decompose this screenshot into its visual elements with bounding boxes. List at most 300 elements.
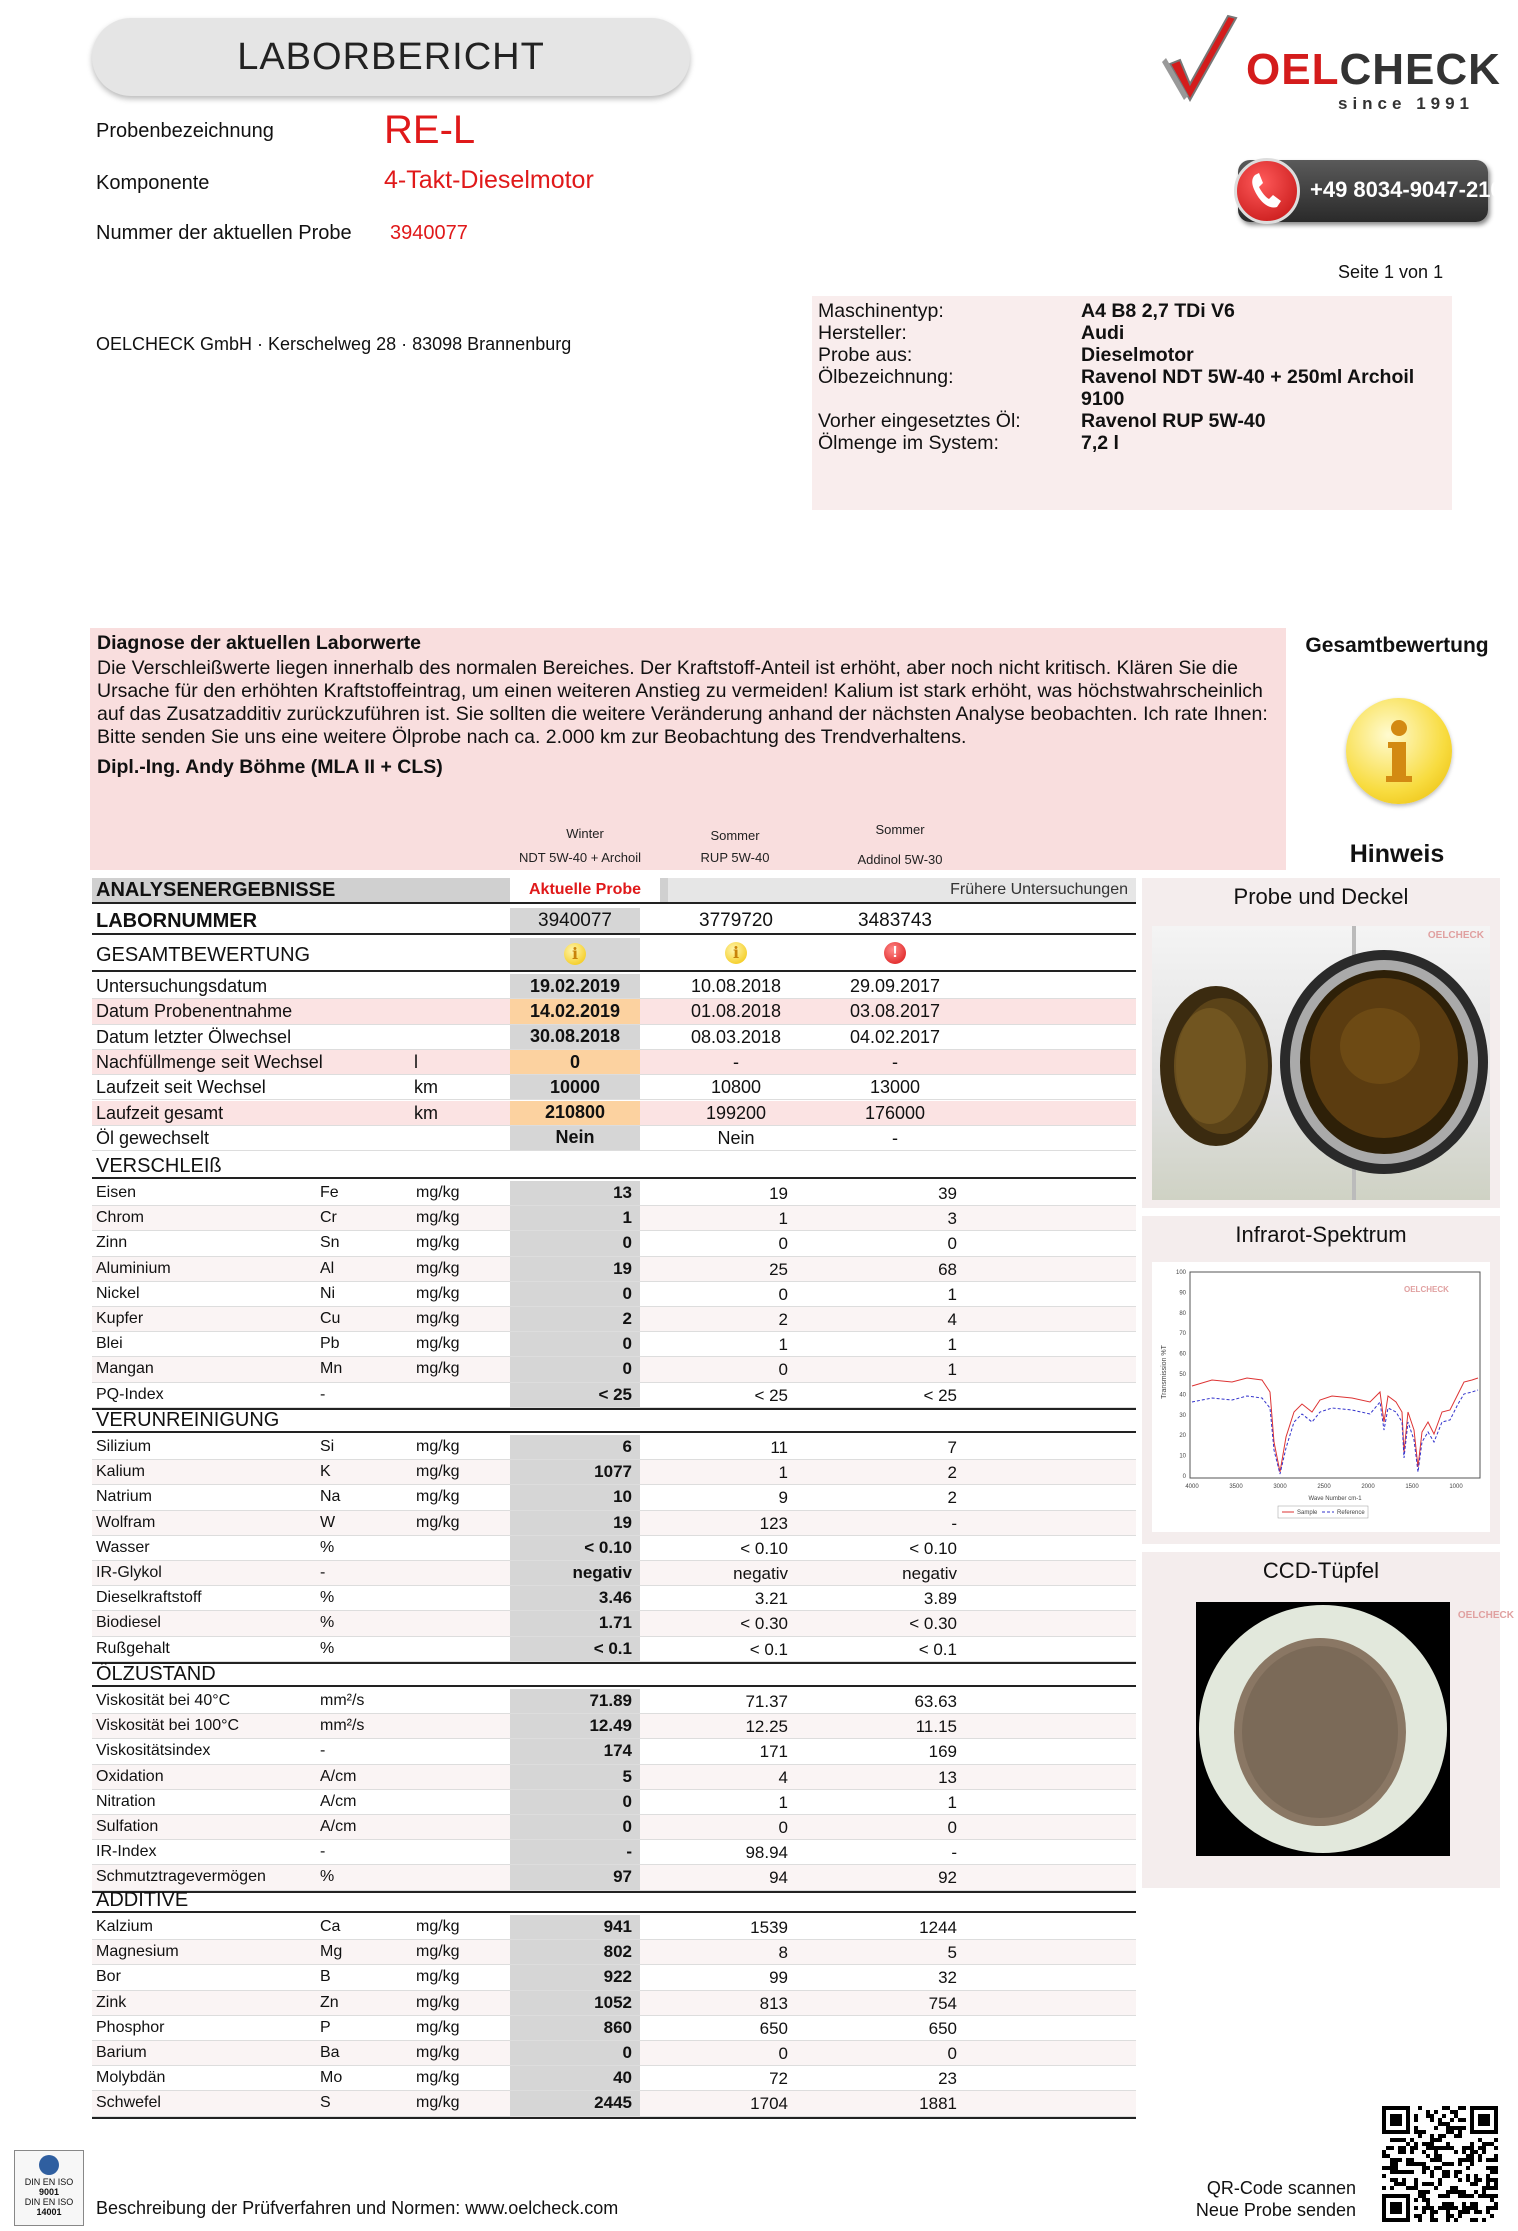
row-label: Laufzeit gesamt [96,1102,224,1123]
analysis-title: ANALYSENERGEBNISSE [96,879,336,901]
row-symbol: Ni [320,1284,336,1302]
warning-icon: ! [884,942,906,964]
row-unit: km [414,1102,438,1123]
section-header [92,1888,1136,1913]
value-current: 14.02.2019 [510,999,640,1023]
ir-ytick: 50 [1179,1372,1186,1378]
analysis-row [92,1790,1136,1815]
general-row [92,1025,1136,1050]
value-current: negativ [510,1561,640,1585]
ir-ytick: 30 [1179,1412,1186,1419]
row-symbol: % [320,1868,335,1886]
row-unit: mg/kg [416,2069,460,2087]
ir-xtick: 3000 [1273,1484,1287,1490]
analysis-row [92,1637,1136,1662]
oelcheck-logo [1160,14,1500,114]
ir-xtick: 3500 [1229,1484,1243,1490]
ir-legend-sample: Sample [1297,1510,1318,1516]
value-prev-2: 0 [947,2044,957,2063]
row-symbol: Ba [320,2044,340,2061]
machine-info-row [818,410,1441,432]
row-label: Kalium [96,1463,145,1481]
row-symbol: B [320,1968,331,1986]
info-icon: i [564,943,586,965]
machine-info-key: Maschinentyp: [818,300,944,322]
diagnosis-author: Dipl.-Ing. Andy Böhme (MLA II + CLS) [97,756,443,778]
machine-info-row [818,344,1441,366]
value-prev-2: 29.09.2017 [849,976,941,996]
general-row [92,999,1136,1024]
value-current: 0 [510,1815,640,1839]
value-current: 802 [510,1940,640,1964]
row-label: Blei [96,1335,123,1353]
row-symbol: P [320,2018,331,2036]
value-prev-2: 7 [947,1438,957,1457]
analysis-row [92,1231,1136,1256]
value-current: 10000 [510,1075,640,1099]
row-symbol: % [320,1589,335,1607]
analysis-row [92,1940,1136,1965]
phone-badge[interactable] [1238,160,1503,222]
value-prev-1: 1539 [750,1918,788,1937]
row-symbol: Mg [320,1943,343,1961]
value-current: 3.46 [510,1586,640,1610]
section-header [92,1154,1136,1179]
value-current: 13 [510,1181,640,1205]
row-unit: mg/kg [416,1360,460,1378]
value-current: Nein [510,1126,640,1150]
row-label: Nickel [96,1284,140,1302]
analysis-row [92,1485,1136,1510]
machine-info-row [818,366,1441,410]
row-symbol: Al [320,1259,335,1277]
value-prev-1: 650 [759,2018,788,2038]
value-prev-1: 4 [778,1767,788,1787]
value-prev-2: 3.89 [923,1589,957,1609]
row-symbol: Na [320,1488,341,1506]
value-prev-2: 0 [947,1234,957,1254]
col-a-oil: NDT 5W-40 + Archoil [519,850,641,865]
cert-line: DIN EN ISO [24,2177,74,2187]
section-header [92,1408,1136,1433]
value-current: < 25 [510,1383,640,1407]
value-prev-1: 2 [778,1310,788,1329]
value-prev-1: 9 [778,1488,788,1508]
probe-value: RE-L [384,108,476,152]
row-unit: mg/kg [416,1513,460,1531]
ir-ytick: 10 [1179,1453,1186,1460]
row-label: IR-Glykol [96,1564,162,1581]
value-prev-1: 08.03.2018 [690,1026,782,1047]
value-prev-1: < 0.1 [749,1639,788,1659]
value-prev-1: 12.25 [745,1717,788,1737]
row-symbol: Fe [320,1184,339,1201]
row-label: Schwefel [96,2094,161,2112]
gesamtbewertung-row [92,938,1136,972]
value-prev-2: 13000 [869,1077,921,1098]
value-prev-1: 19 [769,1184,788,1203]
row-label: Wolfram [96,1513,156,1531]
row-label: Chrom [96,1209,145,1227]
analysis-row [92,1536,1136,1561]
ir-ytick: 40 [1179,1392,1186,1399]
analysis-row [92,1689,1136,1714]
row-symbol: % [320,1614,335,1632]
value-prev-1: 1 [778,1792,788,1812]
value-prev-2: 0 [947,1818,957,1837]
value-current: 97 [510,1865,640,1889]
row-symbol: - [320,1843,326,1861]
value-prev-1: 171 [759,1742,788,1762]
logo-text-check: CHECK [1339,45,1501,94]
komponente-label: Komponente [96,172,210,194]
value-prev-1: 99 [769,1968,788,1988]
col-a-season: Winter [566,826,604,841]
row-label: Kupfer [96,1310,144,1327]
row-label: Viskosität bei 100°C [96,1717,240,1735]
value-current: 2445 [510,2091,640,2115]
ir-xtick: 4000 [1185,1484,1199,1490]
value-prev-2: 1244 [919,1918,957,1937]
analysis-row [92,1611,1136,1636]
value-prev-1: 123 [759,1513,788,1533]
value-prev-2: < 0.30 [909,1614,957,1634]
row-label: Biodiesel [96,1614,161,1632]
probe-panel-title: Probe und Deckel [1233,884,1409,909]
cert-line: DIN EN ISO [24,2197,74,2207]
value-prev-2: 32 [938,1968,957,1988]
machine-info-value: Dieselmotor [1081,344,1194,366]
section-divider [92,2117,1136,2119]
ir-panel-title: Infrarot-Spektrum [1235,1222,1407,1247]
row-label: Untersuchungsdatum [96,976,268,996]
value-prev-1: 71.37 [745,1692,788,1711]
value-current: 0 [510,2041,640,2065]
row-label: Sulfation [96,1818,159,1835]
row-unit: km [414,1077,438,1098]
row-label: Barium [96,2044,147,2061]
row-label: Rußgehalt [96,1639,170,1657]
value-prev-2: 2 [947,1488,957,1508]
lab-c: 3483743 [858,910,932,931]
value-prev-1: 94 [769,1868,788,1888]
row-label: Datum Probenentnahme [96,1001,293,1022]
qr-caption-2: Neue Probe senden [1195,2200,1356,2220]
value-prev-1: < 25 [754,1385,788,1405]
value-prev-2: 04.02.2017 [849,1026,941,1047]
value-prev-2: 1 [947,1284,957,1304]
analysis-row [92,1206,1136,1231]
general-row [92,1050,1136,1075]
value-prev-1: 72 [769,2069,788,2089]
ir-panel [1142,1216,1500,1544]
analysis-row [92,1181,1136,1206]
nummer-label: Nummer der aktuellen Probe [96,222,352,244]
row-label: Bor [96,1968,121,1986]
value-current: 2 [510,1307,640,1331]
row-symbol: S [320,2094,331,2112]
analysis-row [92,1257,1136,1282]
qr-code[interactable] [1382,2106,1498,2222]
value-prev-1: 813 [759,1993,788,2013]
analysis-row [92,1357,1136,1382]
ir-ytick: 0 [1182,1474,1186,1480]
row-unit: mg/kg [416,2044,460,2061]
value-prev-1: 11 [770,1438,788,1457]
analysis-row [92,1865,1136,1890]
row-unit: mg/kg [416,1488,460,1506]
row-label: IR-Index [96,1843,157,1861]
section-title: ÖLZUSTAND [96,1663,216,1685]
value-prev-2: 4 [947,1310,957,1329]
machine-info-key: Vorher eingesetztes Öl: [818,410,1021,432]
ir-ytick: 90 [1179,1290,1186,1297]
value-prev-2: - [951,1843,957,1863]
ir-ytick: 20 [1179,1433,1186,1440]
row-symbol: A/cm [320,1767,357,1785]
row-unit: l [414,1051,418,1072]
analysis-row [92,1765,1136,1790]
value-prev-1: 199200 [705,1102,767,1123]
watermark: OELCHECK [1427,930,1484,941]
value-prev-2: < 25 [923,1385,957,1405]
probe-panel [1142,878,1500,1208]
col-b-season: Sommer [710,828,760,843]
analysis-row [92,1332,1136,1357]
page-number: Seite 1 von 1 [1338,262,1444,282]
value-current: 0 [510,1357,640,1381]
ir-legend-reference: Reference [1337,1510,1365,1516]
value-current: 19 [510,1257,640,1281]
row-symbol: Ca [320,1918,341,1935]
value-prev-2: 23 [938,2069,957,2089]
machine-info-key: Probe aus: [818,344,913,366]
value-prev-2: 176000 [864,1102,926,1123]
row-label: Zinn [96,1234,128,1252]
row-label: Magnesium [96,1943,179,1961]
value-current: 40 [510,2066,640,2090]
row-label: Nitration [96,1792,156,1810]
row-label: Aluminium [96,1259,171,1277]
value-prev-2: < 0.1 [918,1639,957,1659]
machine-info-box [812,296,1452,510]
logo-text-oel: OEL [1246,45,1340,94]
row-unit: mg/kg [416,2094,460,2112]
ccd-panel [1142,1552,1514,1888]
value-prev-1: 1704 [750,2094,788,2114]
row-label: Laufzeit seit Wechsel [96,1077,266,1098]
row-unit: mg/kg [416,2018,460,2036]
row-label: Nachfüllmenge seit Wechsel [96,1051,323,1072]
row-label: Silizium [96,1438,152,1455]
row-unit: mg/kg [416,1310,460,1327]
analysis-row [92,2041,1136,2066]
row-symbol: A/cm [320,1818,357,1835]
ccd-spot-image [1196,1602,1514,1856]
row-symbol: Pb [320,1335,340,1353]
diagnosis-title: Diagnose der aktuellen Laborwerte [97,632,422,654]
analysis-row [92,1991,1136,2016]
ir-xlabel: Wave Number cm-1 [1308,1496,1362,1502]
nummer-value: 3940077 [390,222,468,244]
row-label: PQ-Index [96,1385,164,1403]
row-symbol: Zn [320,1993,339,2011]
row-unit: mg/kg [416,1438,460,1455]
analysis-row [92,1915,1136,1940]
footer-text: Beschreibung der Prüfverfahren und Normen: www.oelcheck.com [96,2198,619,2218]
section-title: ADDITIVE [96,1889,189,1911]
value-current: 71.89 [510,1689,640,1713]
ir-ytick: 70 [1179,1331,1186,1338]
overall-title: Gesamtbewertung [1305,634,1489,657]
cert-line: 9001 [38,2187,60,2197]
row-symbol: Mo [320,2069,343,2087]
analysis-row [92,1586,1136,1611]
general-row [92,1101,1136,1126]
overall-label: Hinweis [1349,840,1445,868]
row-symbol: - [320,1564,326,1581]
value-current: 1 [510,1206,640,1230]
value-prev-2: 1881 [919,2094,957,2114]
row-symbol: - [320,1385,326,1403]
machine-info-value: Ravenol NDT 5W-40 + 250ml Archoil 9100 [1081,366,1415,410]
row-symbol: Sn [320,1234,340,1252]
col-c-oil: Addinol 5W-30 [857,852,943,867]
row-label: Oxidation [96,1767,164,1785]
machine-info-row [818,322,1441,344]
row-symbol: Si [320,1438,335,1455]
value-current: - [510,1840,640,1864]
machine-info-value: 7,2 l [1081,432,1119,454]
row-symbol: Cr [320,1209,337,1227]
row-label: Phosphor [96,2018,165,2036]
value-current: 0 [510,1231,640,1255]
qr-caption-1: QR-Code scannen [1206,2178,1356,2198]
analysis-row [92,1739,1136,1764]
company-address: OELCHECK GmbH · Kerschelweg 28 · 83098 Brannenburg [96,334,572,354]
lab-b: 3779720 [699,910,773,931]
row-unit: mg/kg [416,1943,460,1961]
value-prev-2: < 0.10 [909,1538,957,1558]
analysis-row [92,1307,1136,1332]
section-title: VERUNREINIGUNG [96,1409,280,1431]
value-prev-2: - [892,1051,898,1072]
value-prev-2: 13 [938,1767,957,1787]
gesamtbewertung-label: GESAMTBEWERTUNG [96,944,311,966]
value-prev-1: 0 [778,1284,788,1304]
value-current: 19.02.2019 [510,974,640,998]
value-prev-1: 0 [778,1234,788,1254]
row-unit: mg/kg [416,1463,460,1481]
value-prev-1: 8 [778,1943,788,1963]
value-prev-2: 92 [938,1868,957,1888]
ir-ytick: 80 [1179,1310,1186,1317]
ir-sample-line [1192,1378,1478,1472]
value-current: 1077 [510,1460,640,1484]
value-prev-1: 1 [778,1209,788,1229]
value-prev-2: 2 [947,1463,957,1483]
row-symbol: % [320,1639,335,1657]
machine-info-key: Hersteller: [818,322,907,344]
labornummer-label: LABORNUMMER [96,910,258,932]
row-symbol: Mn [320,1360,343,1378]
value-prev-1: Nein [717,1127,755,1148]
machine-info-table [818,300,1441,454]
row-symbol: W [320,1513,336,1531]
probe-photo [1152,926,1490,1200]
value-prev-1: 0 [778,1818,788,1837]
col-c-season: Sommer [875,822,925,837]
analysis-row [92,1282,1136,1307]
value-prev-1: < 0.30 [740,1614,788,1634]
row-unit: mg/kg [416,1335,460,1353]
value-prev-1: 10800 [710,1077,762,1098]
col-b-oil: RUP 5W-40 [700,850,770,865]
analysis-row [92,2016,1136,2041]
row-label: Dieselkraftstoff [96,1589,202,1607]
analysis-row [92,1840,1136,1865]
analysis-row [92,2066,1136,2091]
row-unit: mg/kg [416,1209,460,1227]
watermark: OELCHECK [1457,1610,1514,1621]
ir-xtick: 2500 [1317,1484,1331,1490]
ir-xtick: 2000 [1361,1484,1375,1490]
row-unit: mg/kg [416,1968,460,1986]
value-prev-1: 01.08.2018 [690,1001,782,1022]
value-current: 0 [510,1790,640,1814]
value-current: 1052 [510,1991,640,2015]
value-prev-1: 25 [769,1259,788,1279]
general-row [92,1075,1136,1100]
report-title: LABORBERICHT [92,18,690,96]
value-current: 0 [510,1332,640,1356]
value-prev-2: 754 [928,1993,957,2013]
value-current: < 0.10 [510,1536,640,1560]
value-prev-2: 1 [947,1792,957,1812]
machine-info-value: Ravenol RUP 5W-40 [1081,410,1266,432]
machine-info-value: Audi [1081,322,1125,344]
check-mark-icon [1160,14,1240,110]
ir-ylabel: Transmission %T [1161,1345,1168,1399]
cert-line: 14001 [36,2207,62,2217]
value-prev-1: 3.21 [754,1589,788,1609]
value-prev-2: 03.08.2017 [849,1001,941,1022]
row-label: Öl gewechselt [96,1127,210,1148]
watermark: OELCHECK [1404,1285,1449,1294]
machine-info-key: Ölmenge im System: [818,432,999,454]
value-prev-2: 68 [938,1259,957,1279]
value-prev-1: negativ [733,1564,788,1583]
rating-b [668,942,804,964]
row-label: Zink [96,1993,127,2011]
value-current: 941 [510,1915,640,1939]
value-prev-2: 650 [928,2018,957,2038]
row-label: Eisen [96,1184,137,1201]
row-label: Wasser [96,1538,150,1556]
row-label: Mangan [96,1360,154,1378]
value-prev-1: 0 [778,1360,788,1380]
value-current: 174 [510,1739,640,1763]
machine-info-row [818,300,1441,322]
value-current: 860 [510,2016,640,2040]
section-header [92,1662,1136,1687]
lab-a: 3940077 [510,908,640,933]
row-label: Natrium [96,1488,153,1506]
row-label: Kalzium [96,1918,153,1935]
value-current: 30.08.2018 [510,1025,640,1049]
value-current: < 0.1 [510,1637,640,1661]
aktuelle-probe-label: Aktuelle Probe [510,878,660,902]
